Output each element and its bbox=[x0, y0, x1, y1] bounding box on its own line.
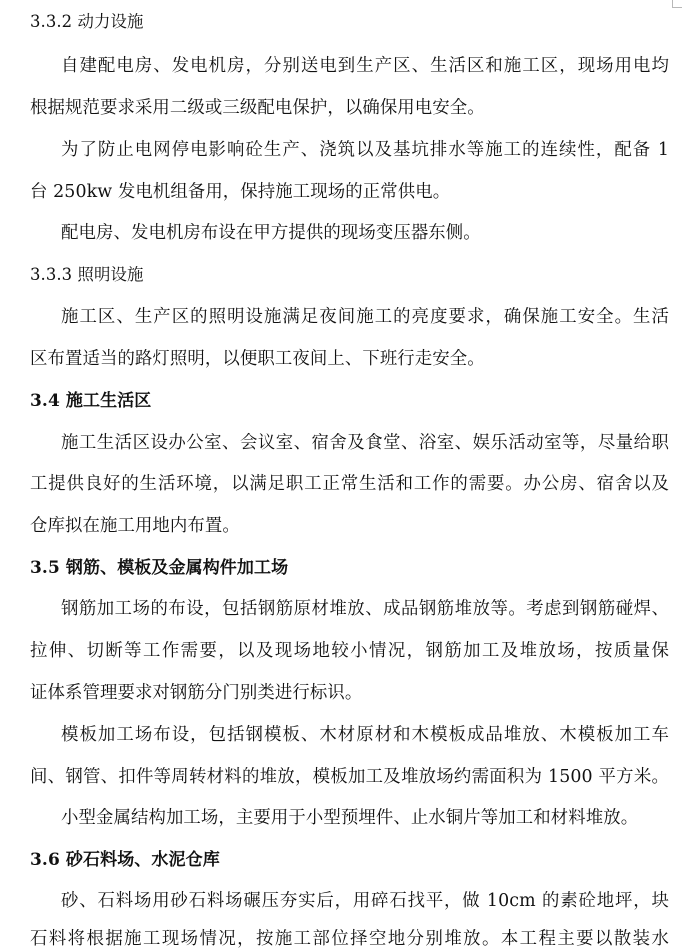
paragraph-line: 配电房、发电机房布设在甲方提供的现场变压器东侧。 bbox=[61, 223, 481, 243]
section-heading-3-5: 3.5 钢筋、模板及金属构件加工场 bbox=[30, 558, 289, 578]
paragraph-line: 间、钢管、扣件等周转材料的堆放，模板加工及堆放场约需面积为 1500 平方米。 bbox=[30, 767, 669, 787]
paragraph-line: 台 250kw 发电机组备用，保持施工现场的正常供电。 bbox=[30, 182, 451, 202]
paragraph-line: 小型金属结构加工场，主要用于小型预埋件、止水铜片等加工和材料堆放。 bbox=[61, 808, 639, 828]
paragraph-line: 钢筋加工场的布设，包括钢筋原材堆放、成品钢筋堆放等。考虑到钢筋碰焊、 bbox=[61, 599, 669, 619]
paragraph-line: 石料将根据施工现场情况，按施工部位择空地分别堆放。本工程主要以散装水 bbox=[30, 929, 669, 949]
paragraph-line: 拉伸、切断等工作需要，以及现场地较小情况，钢筋加工及堆放场，按质量保 bbox=[30, 641, 669, 661]
paragraph-line: 自建配电房、发电机房，分别送电到生产区、生活区和施工区，现场用电均 bbox=[61, 56, 669, 76]
section-heading-3-6: 3.6 砂石料场、水泥仓库 bbox=[30, 850, 220, 870]
paragraph-line: 工提供良好的生活环境，以满足职工正常生活和工作的需要。办公房、宿舍以及 bbox=[30, 474, 669, 494]
paragraph-line: 仓库拟在施工用地内布置。 bbox=[30, 516, 240, 536]
paragraph-line: 证体系管理要求对钢筋分门别类进行标识。 bbox=[30, 683, 363, 703]
paragraph-line: 砂、石料场用砂石料场碾压夯实后，用碎石找平，做 10cm 的素砼地坪，块 bbox=[61, 891, 669, 911]
paragraph-line: 施工生活区设办公室、会议室、宿舍及食堂、浴室、娱乐活动室等，尽量给职 bbox=[61, 433, 669, 453]
section-heading-3-4: 3.4 施工生活区 bbox=[30, 391, 152, 411]
section-heading-3-3-3: 3.3.3 照明设施 bbox=[30, 265, 144, 284]
paragraph-line: 施工区、生产区的照明设施满足夜间施工的亮度要求，确保施工安全。生活 bbox=[61, 307, 669, 327]
paragraph-line: 区布置适当的路灯照明，以便职工夜间上、下班行走安全。 bbox=[30, 349, 485, 369]
paragraph-line: 模板加工场布设，包括钢模板、木材原材和木模板成品堆放、木模板加工车 bbox=[61, 725, 669, 745]
paragraph-line: 根据规范要求采用二级或三级配电保护，以确保用电安全。 bbox=[30, 98, 485, 118]
paragraph-line: 为了防止电网停电影响砼生产、浇筑以及基坑排水等施工的连续性，配备 1 bbox=[61, 140, 669, 160]
section-heading-3-3-2: 3.3.2 动力设施 bbox=[30, 12, 144, 31]
page-corner-mark bbox=[672, 0, 682, 8]
